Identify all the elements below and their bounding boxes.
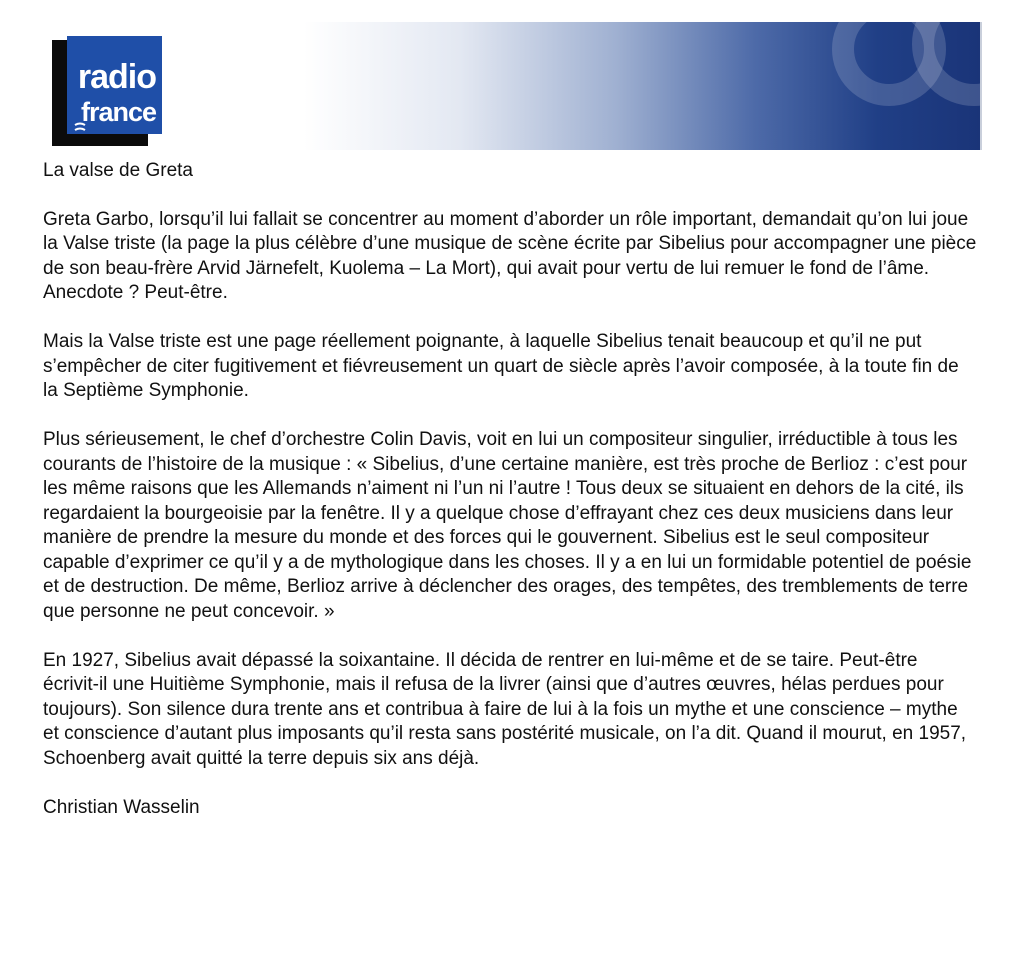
header-banner <box>52 22 982 154</box>
logo-line-france: france <box>80 97 156 127</box>
radio-france-logo[interactable] <box>67 36 162 134</box>
article-paragraph: Mais la Valse triste est une page réellement poignante, à laquelle Sibelius tenait beaucoup et qu’il ne put s’empêcher de citer fugitivement et fiévreusement un quart de siècle après l’avoir composée, à la toute fin de la Septième Symphonie. <box>43 331 959 401</box>
banner-gradient <box>112 22 982 150</box>
article-paragraph: Plus sérieusement, le chef d’orchestre Colin Davis, voit en lui un compositeur singulier, irréductible à tous les courants de l’histoire de la musique : « Sibelius, d’une certaine manière, est très proche de Berlioz : c’est pour les même raisons que les Allemands n’aiment ni l’un ni l’autre ! Tous deux se situaient en dehors de la cité, ils regardaient la bourgeoisie par la fenêtre. Il y a quelque chose d’effrayant chez ces deux musiciens dans leur manière de prendre la mesure du monde et des forces qui le gouvernent. Sibelius est le seul compositeur capable d’exprimer ce qu’il y a de mythologique dans les choses. Il y a en lui un formidable potentiel de poésie et de destruction. De même, Berlioz arrive à déclencher des orages, des tempêtes, des tremblements de terre que personne ne peut concevoir. » <box>43 429 972 622</box>
article-paragraph: En 1927, Sibelius avait dépassé la soixantaine. Il décida de rentrer en lui-même et de se taire. Peut-être écrivit-il une Huitième Symphonie, mais il refusa de la livrer (ainsi que d’autres œuvres, hélas perdues pour toujours). Son silence dura trente ans et contribua à faire de lui à la fois un mythe et une conscience – mythe et conscience d’autant plus imposants qu’il resta sans postérité musicale, on l’a dit. Quand il mourut, en 1957, Schoenberg avait quitté la terre depuis six ans déjà. <box>43 649 967 769</box>
article-body <box>43 159 978 845</box>
banner-edge <box>980 22 982 150</box>
logo-line-radio: radio <box>77 58 156 96</box>
logo-mark-icon <box>73 122 87 136</box>
article-title: La valse de Greta <box>43 160 193 181</box>
article-paragraph: Greta Garbo, lorsqu’il lui fallait se concentrer au moment d’aborder un rôle important, demandait qu’on lui joue la Valse triste (la page la plus célèbre d’une musique de scène écrite par Sibelius pour accompagner une pièce de son beau-frère Arvid Järnefelt, Kuolema – La Mort), qui avait pour vertu de lui remuer le fond de l’âme. Anecdote ? Peut-être. <box>43 208 977 303</box>
article-author: Christian Wasselin <box>43 796 200 818</box>
